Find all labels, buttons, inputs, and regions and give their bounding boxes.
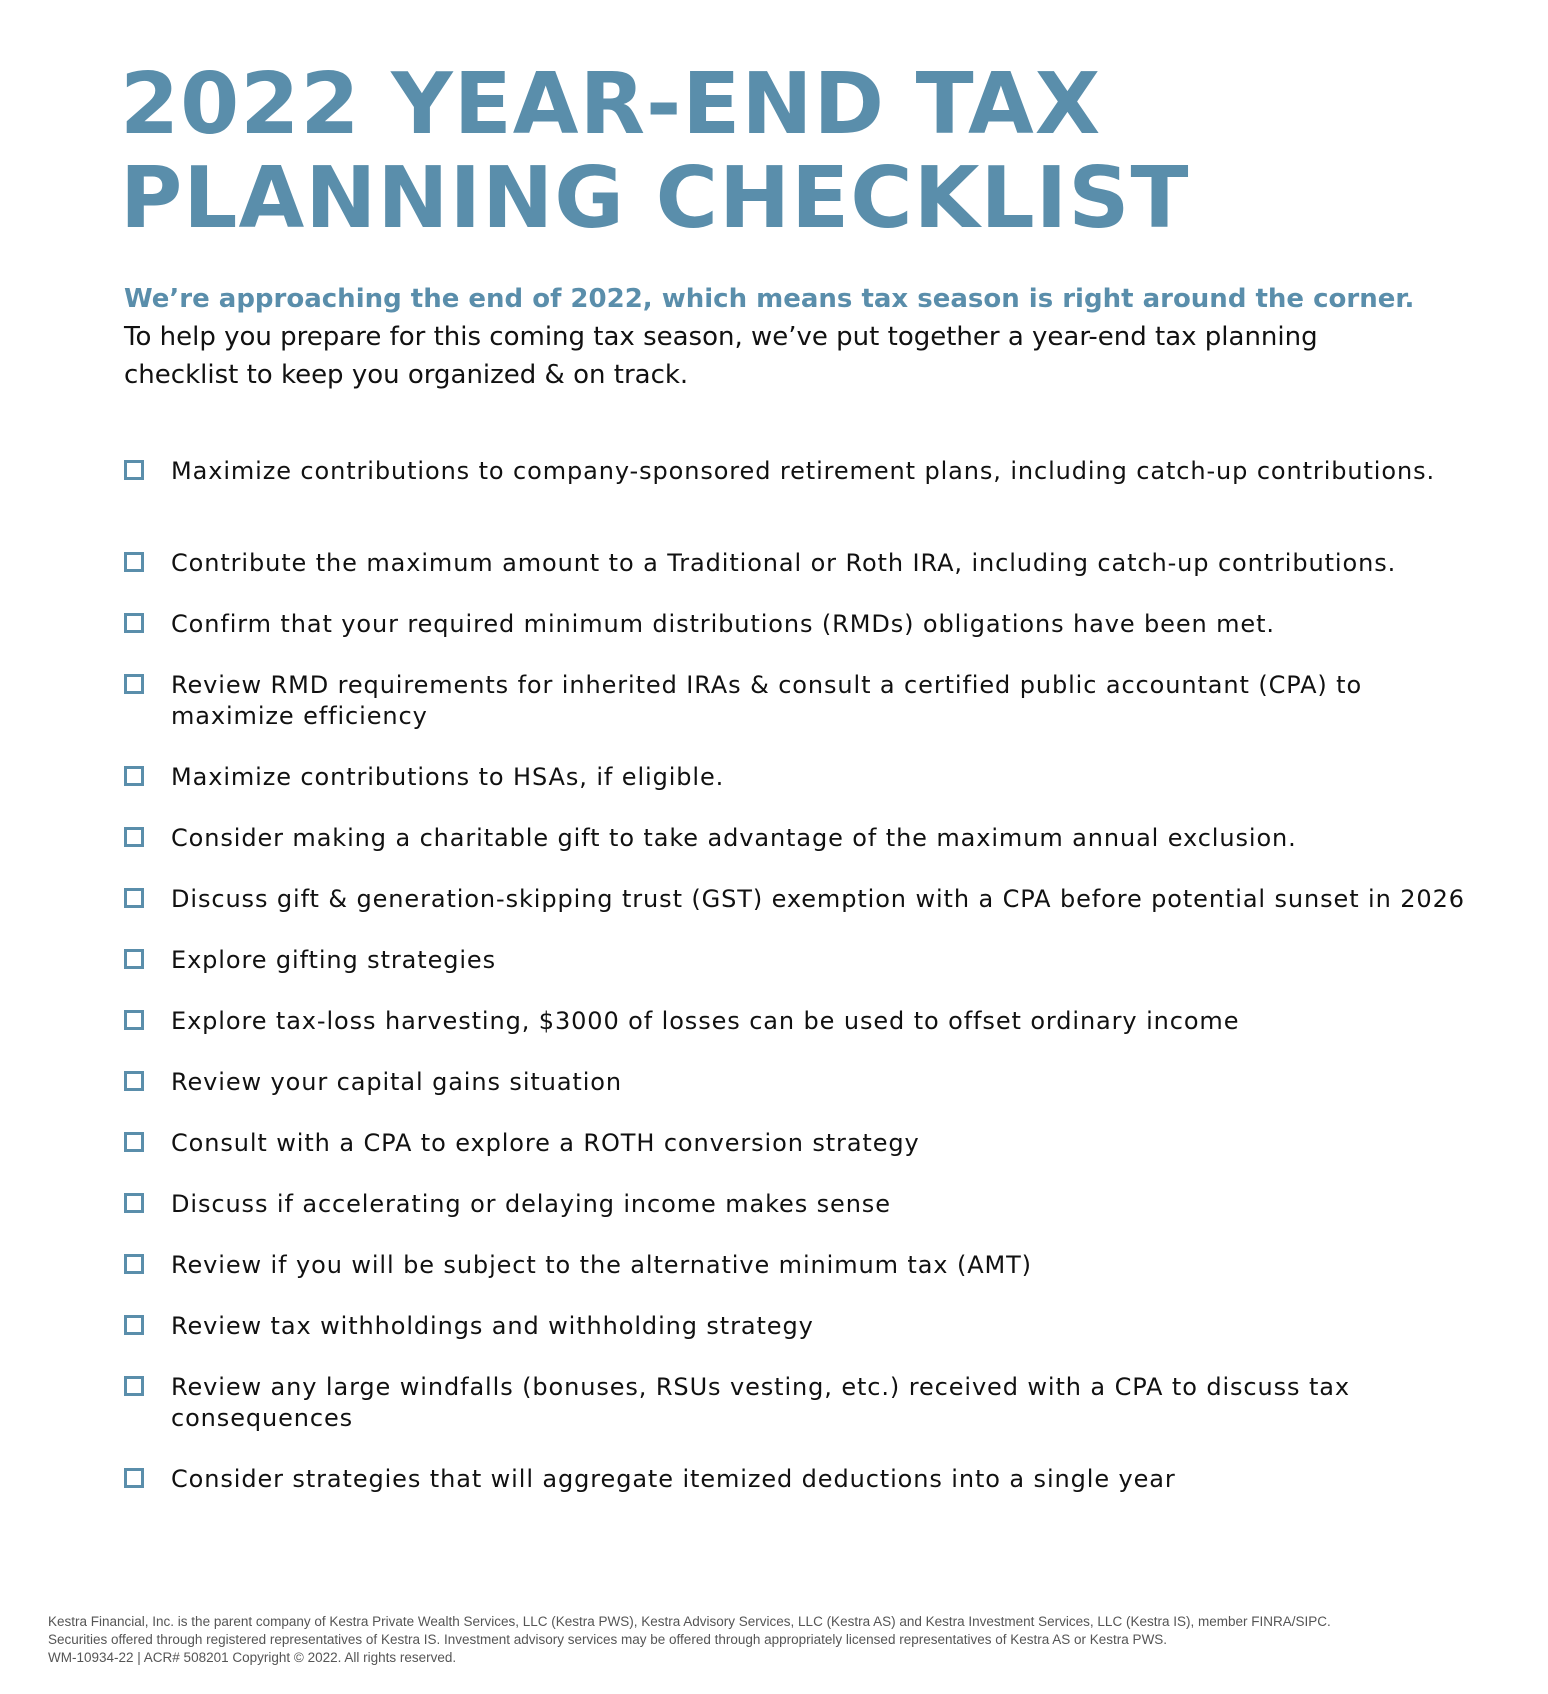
checklist-item [124, 762, 1494, 823]
checklist-item-text: Confirm that your required minimum distributions (RMDs) obligations have been met. [171, 610, 1275, 638]
checklist-item-text: Consider making a charitable gift to take advantage of the maximum annual exclusion. [171, 824, 1297, 852]
checkbox-icon[interactable] [124, 1254, 144, 1274]
checklist-item-text: Explore gifting strategies [171, 946, 497, 974]
title-line-1: 2022 YEAR-END TAX [120, 55, 1102, 154]
checklist-item-text: Review if you will be subject to the alternative minimum tax (AMT) [171, 1251, 1032, 1279]
checkbox-icon[interactable] [124, 1315, 144, 1335]
checkbox-icon[interactable] [124, 1132, 144, 1152]
checklist-item-text: Maximize contributions to company-sponsored retirement plans, including catch-up contributions. [171, 457, 1436, 485]
checkbox-icon[interactable] [124, 1193, 144, 1213]
checklist-item [124, 1464, 1494, 1525]
checklist-item-text: Consider strategies that will aggregate itemized deductions into a single year [171, 1465, 1176, 1493]
checklist-item-text: Explore tax-loss harvesting, $3000 of losses can be used to offset ordinary income [171, 1007, 1240, 1035]
checklist-item-text: Review tax withholdings and withholding strategy [171, 1312, 814, 1340]
checklist-item-text: Discuss if accelerating or delaying income makes sense [171, 1190, 891, 1218]
checkbox-icon[interactable] [124, 552, 144, 572]
checkbox-icon[interactable] [124, 1071, 144, 1091]
checklist-item [124, 884, 1494, 945]
footer-line-3: WM-10934-22 | ACR# 508201 Copyright © 2022. All rights reserved. [48, 1650, 457, 1665]
checklist-item-text: Review any large windfalls (bonuses, RSUs vesting, etc.) received with a CPA to discuss tax consequences [171, 1373, 1350, 1432]
page-title [120, 55, 1190, 248]
intro-lead: We’re approaching the end of 2022, which means tax season is right around the corner. [124, 284, 1415, 314]
footer-disclaimer [48, 1613, 1518, 1667]
checklist-item [124, 1067, 1494, 1128]
title-line-2: PLANNING CHECKLIST [120, 149, 1190, 248]
footer-line-1: Kestra Financial, Inc. is the parent company of Kestra Private Wealth Services, LLC (Kestra PWS), Kestra Advisory Services, LLC (Kestra AS) and Kestra Investment Services, LLC (Kestra IS), member FINRA/SIPC. [48, 1614, 1331, 1629]
checkbox-icon[interactable] [124, 1010, 144, 1030]
checklist-item-text: Maximize contributions to HSAs, if eligible. [171, 763, 725, 791]
checklist-item [124, 1250, 1494, 1311]
checklist-item-text: Discuss gift & generation-skipping trust (GST) exemption with a CPA before potential sunset in 2026 [171, 885, 1465, 913]
checklist-item [124, 1372, 1494, 1464]
checkbox-icon[interactable] [124, 613, 144, 633]
checklist-item [124, 548, 1494, 609]
checklist-item [124, 609, 1494, 670]
checkbox-icon[interactable] [124, 766, 144, 786]
checklist-item-text: Contribute the maximum amount to a Traditional or Roth IRA, including catch-up contributions. [171, 549, 1397, 577]
checkbox-icon[interactable] [124, 674, 144, 694]
checklist-item [124, 1189, 1494, 1250]
checklist-item [124, 670, 1494, 762]
checklist-item [124, 1006, 1494, 1067]
intro-body: To help you prepare for this coming tax season, we’ve put together a year-end tax planning checklist to keep you organized & on track. [124, 322, 1318, 390]
checklist-item [124, 823, 1494, 884]
intro-section [124, 280, 1414, 394]
checklist-item [124, 1311, 1494, 1372]
checklist [124, 456, 1494, 1525]
checklist-item [124, 456, 1494, 548]
checkbox-icon[interactable] [124, 460, 144, 480]
checklist-item [124, 945, 1494, 1006]
checklist-item [124, 1128, 1494, 1189]
checklist-item-text: Review your capital gains situation [171, 1068, 622, 1096]
checkbox-icon[interactable] [124, 888, 144, 908]
checkbox-icon[interactable] [124, 1376, 144, 1396]
checkbox-icon[interactable] [124, 827, 144, 847]
checklist-item-text: Review RMD requirements for inherited IRAs & consult a certified public accountant (CPA) to maximize efficiency [171, 671, 1363, 730]
footer-line-2: Securities offered through registered representatives of Kestra IS. Investment advisory services may be offered through appropriately licensed representatives of Kestra AS or Kestra PWS. [48, 1632, 1168, 1647]
checkbox-icon[interactable] [124, 949, 144, 969]
checklist-item-text: Consult with a CPA to explore a ROTH conversion strategy [171, 1129, 920, 1157]
checkbox-icon[interactable] [124, 1468, 144, 1488]
